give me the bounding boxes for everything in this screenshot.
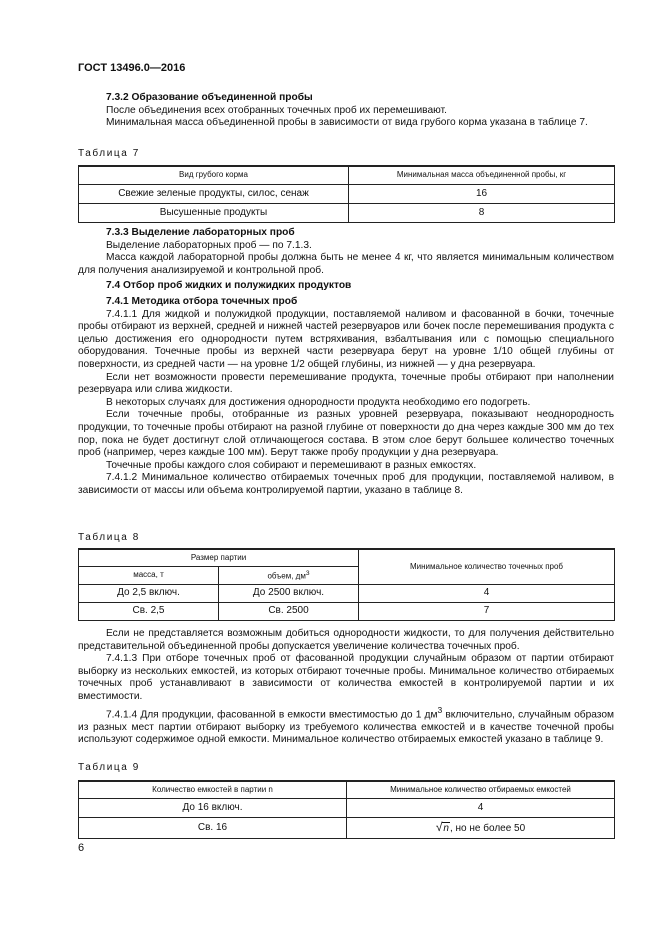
table-cell: Св. 2500 [219,603,359,621]
table-8 [78,548,615,622]
document-header: ГОСТ 13496.0—2016 [78,62,186,74]
table-cell: 4 [359,585,615,603]
table-cell: Свежие зеленые продукты, силос, сенаж [79,185,349,204]
table-caption: Таблица 9 [78,762,140,773]
section-7-3-3 [78,227,614,497]
table-header-cell: Минимальная масса объединенной пробы, кг [349,166,615,185]
table-cell: Св. 16 [79,818,347,839]
paragraph: Минимальная масса объединенной пробы в зависимости от вида грубого корма указана в таблице 7. [106,117,588,129]
sqrt-tail: , но не более 50 [449,822,526,834]
table-row [79,799,615,818]
page-number: 6 [78,842,85,854]
table-cell: До 16 включ. [79,799,347,818]
table-header-cell [219,567,359,585]
paragraph: Если не представляется возможным добиться однородности жидкости, то для получения действительно представительной объединенной пробы допускается увеличение количества точечных проб. [78,628,614,652]
table-row [79,185,615,204]
table-8-block [78,532,614,621]
section-after-table-8 [78,628,614,747]
paragraph: Масса каждой лабораторной пробы должна быть не менее 4 кг, что является минимальным количеством для получения анализируемой и контрольной проб. [78,252,614,276]
paragraph: 7.4.1.1 Для жидкой и полужидкой продукции, поставляемой наливом и фасованной в бочки, точечные пробы отбирают из верхней, средней и нижней частей резервуаров или бочек после перемешивания продукта с целью достижения его однородности путем встряхивания, взбалтывания или с помощью специального оборудования. Точечные пробы из верхней части резервуара берут на уровне 1/10 общей глубины от поверхности, из средней части — на уровне 1/2 общей глубины, из нижней — у дна резервуара. [78,308,614,370]
table-cell: 7 [359,603,615,621]
paragraph-text: включительно, случайным образом из разных мест партии отбирают выборку из требуемого количества емкостей и в качестве точечной пробы используют содержимое одной емкости. Минимальное количество отбираемых емкостей указано в таблице 9. [78,708,615,746]
section-title: 7.3.2 Образование объединенной пробы [106,92,313,103]
table-7-block [78,148,614,223]
paragraph: Если точечные пробы, отобранные из разных уровней резервуара, показывают неоднородность продукции, то точечные пробы отбирают на разной глубине от поверхности до дна через каждые 300 мм до тех пор, пока не будет достигнут слой отличающегося состава. В этом слое берут большее количество точечных проб (например, через каждые 100 мм). Берут также пробу продукции у дна резервуара. [78,409,614,459]
table-cell: До 2,5 включ. [79,585,219,603]
table-row [79,204,615,223]
section-7-3-2 [78,92,614,130]
table-header-row [79,781,615,799]
table-cell: До 2500 включ. [219,585,359,603]
table-row [79,818,615,839]
paragraph: Точечные пробы каждого слоя собирают и перемешивают в разных емкостях. [106,459,477,471]
sqrt-variable: n [443,822,449,834]
section-title: 7.4 Отбор проб жидких и полужидких продуктов [106,280,352,292]
table-cell: Высушенные продукты [79,204,349,223]
table-header-row [79,549,615,567]
paragraph: Если нет возможности провести перемешивание продукта, точечные пробы отбирают при наполнении резервуара или слива жидкости. [78,371,614,396]
table-9 [78,780,615,840]
paragraph: 7.4.1.3 При отборе точечных проб от фасованной продукции случайным образом от партии отбирают выборку из нескольких емкостей, из которых отбирают точечные пробы. Минимальное количество отбираемых точечных проб устанавливают в зависимости от количества емкостей в контролируемой партии и их вместимости. [78,653,614,702]
table-row [79,603,615,621]
table-cell [347,818,615,839]
table-cell: 16 [349,185,615,204]
table-header-cell: Размер партии [79,549,359,567]
paragraph: В некоторых случаях для достижения однородности продукта необходимо его подогреть. [106,396,531,408]
table-header-cell: Минимальное количество точечных проб [359,549,615,585]
table-header-cell: Количество емкостей в партии n [79,781,347,799]
superscript: 3 [305,569,310,577]
paragraph: После объединения всех отобранных точечных проб их перемешивают. [106,104,447,116]
table-row [79,585,615,603]
subsection-title: 7.4.1 Методика отбора точечных проб [106,295,298,307]
superscript: 3 [437,704,443,715]
table-9-block [78,762,614,839]
paragraph: Выделение лабораторных проб — по 7.1.3. [106,239,312,251]
table-cell: Св. 2,5 [79,603,219,621]
table-header-cell: масса, т [79,567,219,585]
paragraph-text: 7.4.1.4 Для продукции, фасованной в емкости вместимостью до 1 дм [106,708,438,720]
table-caption: Таблица 8 [78,532,140,543]
section-title: 7.3.3 Выделение лабораторных проб [106,227,295,238]
table-cell: 4 [347,799,615,818]
table-header-row [79,166,615,185]
table-7 [78,165,615,224]
paragraph: 7.4.1.2 Минимальное количество отбираемых точечных проб для продукции, поставляемой наливом, в зависимости от массы или объема контролируемой партии, указано в таблице 8. [78,472,614,496]
volume-label: объем, дм [267,571,306,581]
paragraph [78,704,614,747]
table-caption: Таблица 7 [78,148,140,159]
table-cell: 8 [349,204,615,223]
table-header-cell: Минимальное количество отбираемых емкостей [347,781,615,799]
table-header-cell: Вид грубого корма [79,166,349,185]
sqrt-symbol: √ [435,819,443,834]
